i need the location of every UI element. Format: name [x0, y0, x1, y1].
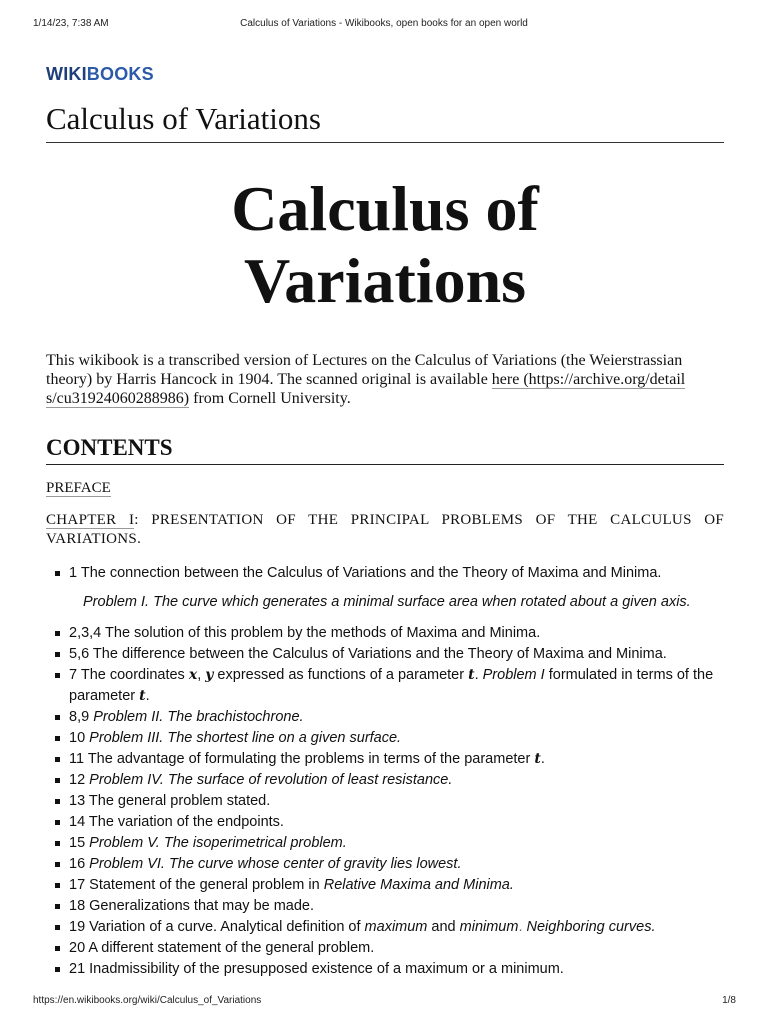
list-item: [46, 959, 724, 980]
item-text: 1 The connection between the Calculus of Variations and the Theory of Maxima and Minima.: [69, 565, 662, 581]
item-text: Relative Maxima and Minima.: [323, 877, 514, 893]
print-page-title: Calculus of Variations - Wikibooks, open books for an open world: [240, 18, 528, 29]
item-text: formulated in terms of the parameter: [69, 667, 714, 704]
item-number: 12: [69, 772, 90, 788]
chapter-1-title: : PRESENTATION OF THE PRINCIPAL PROBLEMS OF THE CALCULUS OF VARIATIONS.: [46, 512, 724, 547]
archive-link-part-1: here (https://archive.org/detail: [491, 371, 686, 388]
list-item: [46, 707, 724, 728]
chapter-1-link[interactable]: CHAPTER I: [46, 512, 135, 528]
list-item: [46, 875, 724, 896]
item-text: 19 Variation of a curve. Analytical definition of: [69, 919, 365, 935]
intro-text-2: from Cornell University.: [189, 390, 351, 407]
preface-entry: [46, 479, 724, 497]
print-page-number: 1/8: [722, 995, 736, 1006]
list-item: [46, 791, 724, 812]
print-datetime: 1/14/23, 7:38 AM: [33, 18, 109, 29]
item-number: 15: [69, 835, 90, 851]
intro-paragraph: [46, 351, 724, 408]
item-text: Problem I. The curve which generates a minimal surface area when rotated about a given axis.: [83, 594, 691, 610]
list-item: [46, 770, 724, 791]
math-symbol: t: [534, 751, 541, 767]
intro-text-1: This wikibook is a transcribed version of Lectures on the Calculus of Variations (the Weierstrassian theory) by Harris Hancock in 1904. The scanned original is available: [46, 352, 683, 388]
item-text: and: [427, 919, 460, 935]
item-text: 17 Statement of the general problem in: [69, 877, 324, 893]
preface-link[interactable]: PREFACE: [46, 480, 111, 496]
list-item: [46, 833, 724, 854]
item-text: .: [474, 667, 483, 683]
archive-link-part-2: s/cu31924060288986): [46, 390, 190, 407]
item-text: .: [518, 919, 527, 935]
item-text: Problem VI. The curve whose center of gravity lies lowest.: [89, 856, 462, 872]
page-title: Calculus of Variations: [46, 100, 724, 143]
item-text: ,: [197, 667, 206, 683]
item-text: Neighboring curves.: [526, 919, 656, 935]
item-text: 18 Generalizations that may be made.: [69, 898, 315, 914]
list-item: [46, 896, 724, 917]
book-title-line-2: Variations: [243, 245, 527, 316]
item-text: Problem III. The shortest line on a given surface.: [89, 730, 402, 746]
item-text: 20 A different statement of the general problem.: [69, 940, 375, 956]
wikibooks-logo[interactable]: [46, 64, 724, 88]
print-url: https://en.wikibooks.org/wiki/Calculus_of_Variations: [33, 995, 262, 1006]
item-text: 13 The general problem stated.: [69, 793, 271, 809]
item-text: 14 The variation of the endpoints.: [69, 814, 284, 830]
logo-part-books: BOOKS: [86, 64, 154, 84]
list-item: [46, 665, 724, 707]
problem-note: [46, 592, 724, 613]
list-item: [46, 623, 724, 644]
list-item: [46, 854, 724, 875]
list-item: [46, 812, 724, 833]
list-item: [46, 917, 724, 938]
math-symbol: x: [188, 667, 198, 683]
math-symbol: y: [205, 667, 214, 683]
book-title: [46, 173, 724, 317]
item-text: 2,3,4 The solution of this problem by the methods of Maxima and Minima.: [69, 625, 541, 641]
list-item: [46, 749, 724, 770]
item-text: Problem II. The brachistochrone.: [93, 709, 304, 725]
item-text: Problem I: [482, 667, 545, 683]
logo-part-wiki: WIKI: [46, 64, 87, 84]
list-item: [46, 563, 724, 584]
item-text: expressed as functions of a parameter: [213, 667, 469, 683]
item-text: 11 The advantage of formulating the problems in terms of the parameter: [69, 751, 535, 767]
math-symbol: t: [468, 667, 475, 683]
math-symbol: t: [139, 688, 146, 704]
list-item: [46, 728, 724, 749]
book-title-line-1: Calculus of: [231, 173, 539, 244]
chapter-entry: [46, 511, 724, 549]
list-item: [46, 938, 724, 959]
contents-heading: CONTENTS: [46, 434, 724, 465]
list-item: [46, 644, 724, 665]
item-text: Problem V. The isoperimetrical problem.: [89, 835, 347, 851]
item-text: .: [145, 688, 150, 704]
item-text: .: [540, 751, 545, 767]
item-number: 10: [69, 730, 90, 746]
item-text: Problem IV. The surface of revolution of least resistance.: [89, 772, 453, 788]
item-text: maximum: [364, 919, 428, 935]
item-number: 8,9: [69, 709, 94, 725]
chapter-1-sections: [46, 563, 724, 980]
article: [46, 64, 724, 980]
item-text: minimum: [459, 919, 519, 935]
item-text: 21 Inadmissibility of the presupposed existence of a maximum or a minimum.: [69, 961, 564, 977]
item-text: 7 The coordinates: [69, 667, 189, 683]
item-number: 16: [69, 856, 90, 872]
item-text: 5,6 The difference between the Calculus of Variations and the Theory of Maxima and Minima.: [69, 646, 667, 662]
